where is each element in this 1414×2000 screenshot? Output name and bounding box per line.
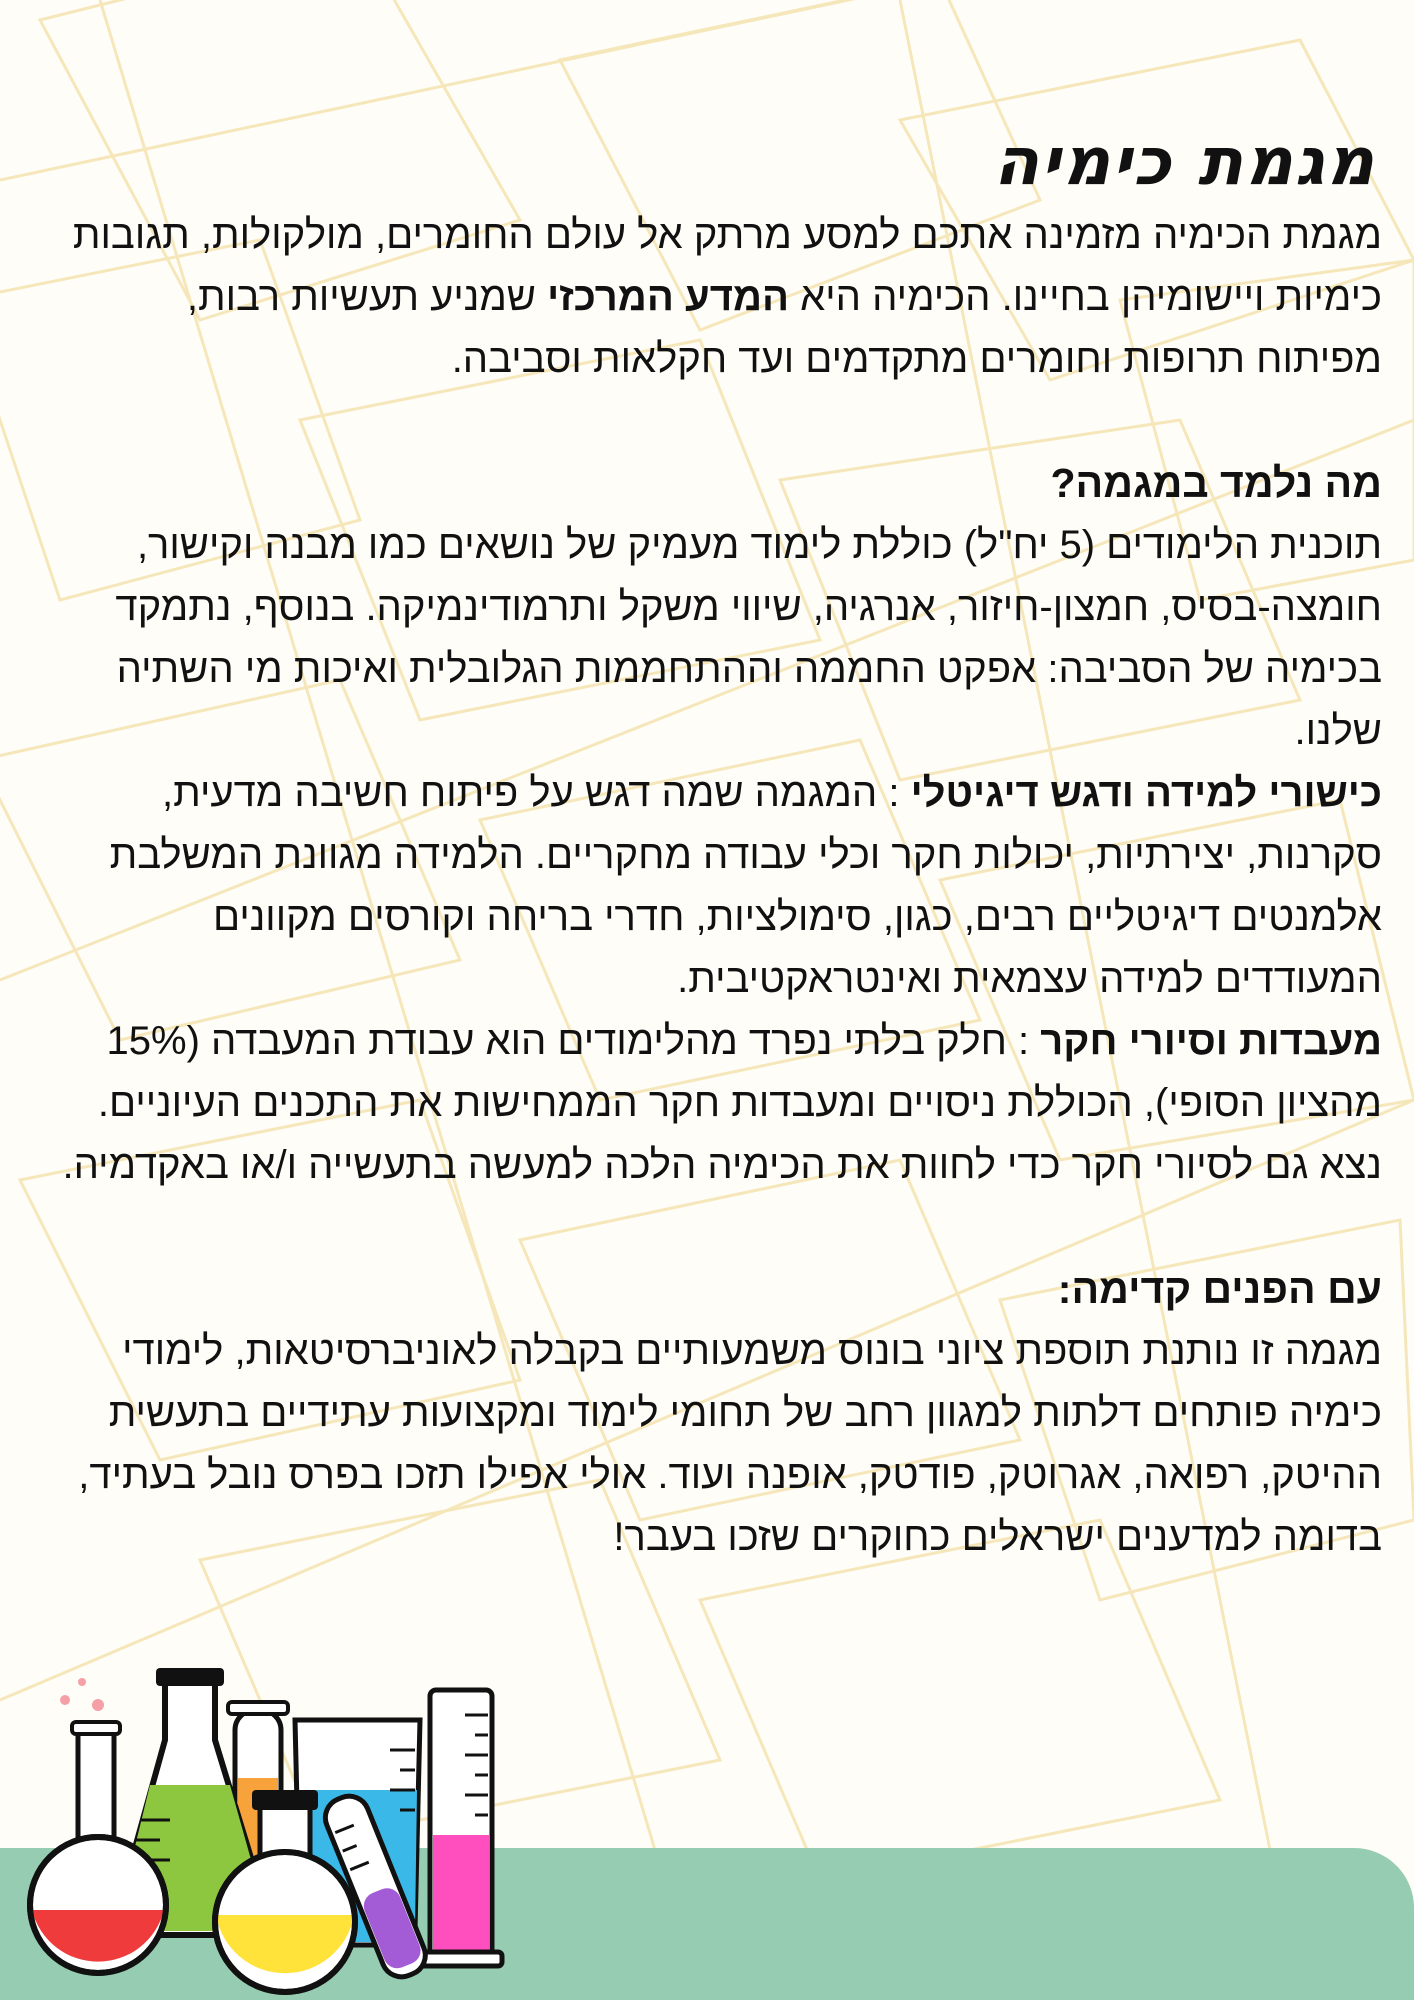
labs-label: מעבדות וסיורי חקר: [1040, 1019, 1382, 1063]
graduated-cylinder-icon: [420, 1690, 502, 1966]
section-heading-future: עם הפנים קדימה:: [1057, 1266, 1382, 1312]
labs-paragraph: [52, 1010, 1382, 1196]
page-title: מגמת כימיה: [993, 123, 1376, 200]
intro-text-end: שמניע תעשיות רבות, מפיתוח תרופות וחומרים מתקדמים ועד חקלאות וסביבה.: [186, 275, 1382, 381]
section-heading-curriculum: מה נלמד במגמה?: [1050, 460, 1382, 506]
intro-paragraph: [52, 204, 1382, 390]
intro-bold-term: המדע המרכזי: [547, 275, 790, 319]
glassware-illustration: [20, 1660, 520, 2000]
digital-learning-paragraph: [52, 762, 1382, 1010]
future-paragraph: מגמה זו נותנת תוספת ציוני בונוס משמעותיים בקבלה לאוניברסיטאות, לימודי כימיה פותחים דלתות למגוון רחב של תחומי לימוד ומקצועות עתידיים בתעשית ההיטק, רפואה, אגרוטק, פודטק, אופנה ועוד. אולי אפילו תזכו בפרס נובל בעתיד, בדומה למדענים ישראלים כחוקרים שזכו בעבר!: [78, 1329, 1382, 1559]
curriculum-paragraph: תוכנית הלימודים (5 יח"ל) כוללת לימוד מעמיק של נושאים כמו מבנה וקישור, חומצה-בסיס, חמצון-חיזור, אנרגיה, שיווי משקל ותרמודינמיקה. בנוסף, נתמקד בכימיה של הסביבה: אפקט החממה וההתחממות הגלובלית ואיכות מי השתיה שלנו.: [115, 523, 1382, 753]
digital-learning-text: : המגמה שמה דגש על פיתוח חשיבה מדעית, סקרנות, יצירתיות, יכולות חקר וכלי עבודה מחקריים. הלמידה מגוונת המשלבת אלמנטים דיגיטליים רבים, כגון, סימולציות, חדרי בריחה וקורסים מקוונים המעודדים למידה עצמאית ואינטראקטיבית.: [109, 771, 1382, 1001]
intro-text-start: מגמת הכימיה מזמינה אתכם למסע מרתק אל עולם החומרים, מולקולות, תגובות כימיות ויישומיהן בחיינו. הכימיה היא: [72, 213, 1382, 319]
digital-learning-label: כישורי למידה ודגש דיגיטלי: [910, 771, 1382, 815]
labs-text: : חלק בלתי נפרד מהלימודים הוא עבודת המעבדה (15% מהציון הסופי), הכוללת ניסויים ומעבדות חקר הממחישות את התכנים העיוניים. נצא גם לסיורי חקר כדי לחוות את הכימיה הלכה למעשה בתעשייה ו/או באקדמיה.: [62, 1019, 1382, 1187]
document-body: [52, 120, 1382, 1568]
